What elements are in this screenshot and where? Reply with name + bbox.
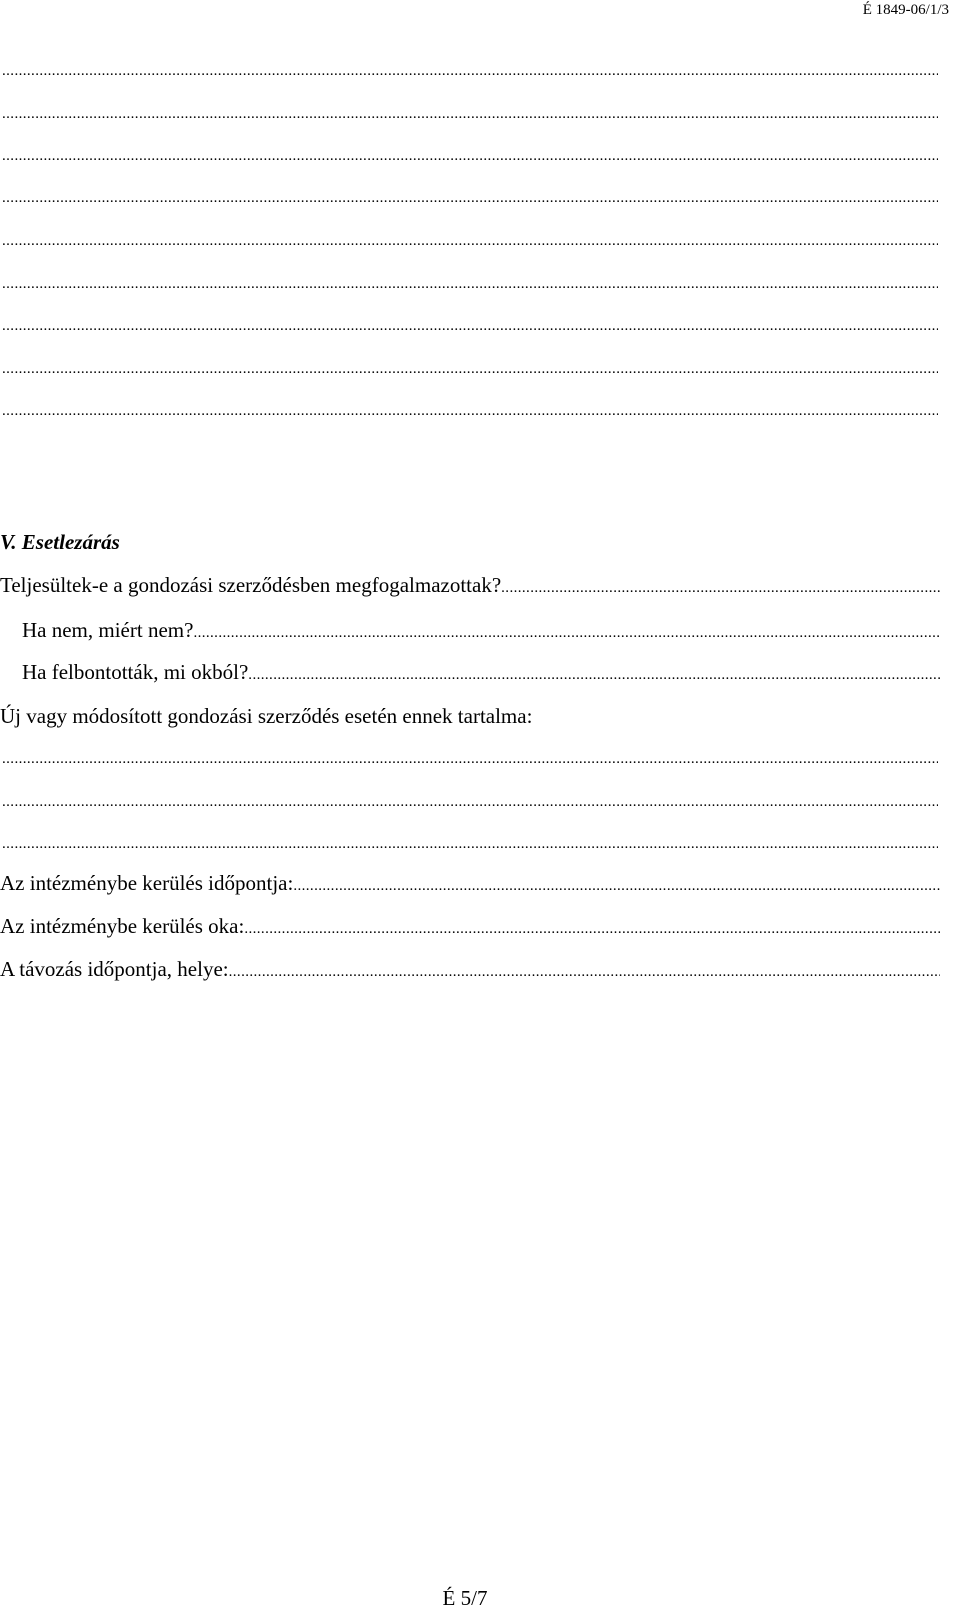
answer-line[interactable] (2, 103, 938, 125)
answer-line[interactable] (2, 145, 938, 167)
answer-field[interactable] (244, 916, 940, 942)
question-label: Ha nem, miért nem? (22, 618, 194, 642)
answer-field[interactable] (193, 620, 940, 646)
answer-line[interactable] (2, 833, 938, 855)
question-label: Ha felbontották, mi okból? (22, 660, 249, 684)
question-label: Az intézménybe kerülés időpontja: (0, 871, 294, 895)
section-title: V. Esetlezárás (0, 530, 120, 554)
answer-line[interactable] (2, 791, 938, 813)
question-goals-met (0, 572, 940, 601)
question-label: Az intézménybe kerülés oka: (0, 914, 245, 938)
question-termination-reason (22, 659, 940, 688)
answer-line[interactable] (2, 273, 938, 295)
answer-line[interactable] (2, 358, 938, 380)
answer-field[interactable] (229, 959, 940, 985)
answer-line[interactable] (2, 60, 938, 82)
question-new-contract: Új vagy módosított gondozási szerződés esetén ennek tartalma: (0, 704, 533, 728)
answer-field[interactable] (501, 575, 940, 601)
question-admission-reason (0, 913, 940, 942)
answer-field[interactable] (293, 873, 940, 899)
question-label: A távozás időpontja, helye: (0, 957, 229, 981)
page-number: É 5/7 (442, 1586, 488, 1610)
answer-line[interactable] (2, 400, 938, 422)
question-admission-date (0, 870, 940, 899)
answer-field[interactable] (248, 662, 940, 688)
answer-line[interactable] (2, 187, 938, 209)
question-label: Teljesültek-e a gondozási szerződésben megfogalmazottak? (0, 573, 502, 597)
question-departure (0, 956, 940, 985)
answer-line[interactable] (2, 315, 938, 337)
document-code: É 1849-06/1/3 (862, 2, 949, 18)
question-why-not (22, 617, 940, 646)
answer-line[interactable] (2, 230, 938, 252)
answer-line[interactable] (2, 748, 938, 770)
